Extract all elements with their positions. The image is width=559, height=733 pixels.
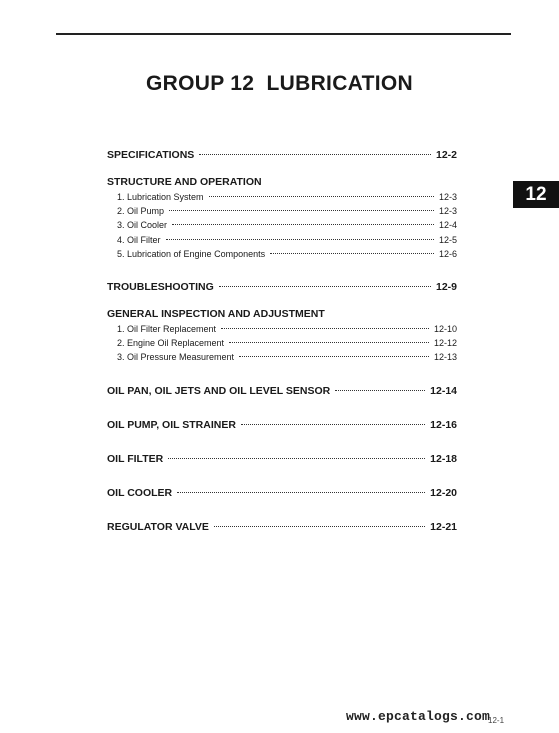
toc-subentry[interactable] (107, 324, 457, 338)
toc-subentry-label: 1. Lubrication System (117, 192, 204, 202)
dot-leader (209, 196, 434, 197)
toc-entry-page: 12-14 (430, 384, 457, 397)
toc-subentry-page: 12-12 (433, 338, 457, 349)
toc-entry-label: OIL PAN, OIL JETS AND OIL LEVEL SENSOR (107, 384, 331, 397)
dot-leader (219, 286, 431, 287)
toc-entry-page: 12-21 (430, 520, 457, 533)
toc-subentry-label: 2. Engine Oil Replacement (117, 338, 225, 349)
toc-entry-oil-pan[interactable] (107, 385, 457, 401)
dot-leader (177, 492, 425, 493)
toc-subentry-label: 1. Oil Filter Replacement (117, 323, 217, 334)
toc-subentry-page: 12-3 (438, 206, 457, 217)
table-of-contents (107, 149, 457, 537)
toc-entry-troubleshooting[interactable] (107, 281, 457, 297)
toc-entry-label: SPECIFICATIONS (107, 149, 195, 161)
dot-leader (239, 356, 429, 357)
toc-heading-inspection: GENERAL INSPECTION AND ADJUSTMENT (107, 307, 325, 320)
dot-leader (221, 328, 429, 329)
toc-entry-oil-pump[interactable] (107, 419, 457, 435)
watermark-url: www.epcatalogs.com (346, 709, 491, 724)
toc-subentry-page: 12-10 (433, 323, 457, 334)
toc-entry-specifications[interactable] (107, 149, 457, 165)
toc-subentry[interactable] (107, 235, 457, 249)
top-rule (56, 33, 511, 35)
page-title: GROUP 12 LUBRICATION (146, 72, 413, 95)
toc-subentry-page: 12-3 (438, 192, 457, 202)
dot-leader (172, 224, 434, 225)
toc-entry-regulator-valve[interactable] (107, 521, 457, 537)
toc-subentry-page: 12-13 (433, 352, 457, 363)
toc-subentry[interactable] (107, 338, 457, 352)
dot-leader (270, 253, 434, 254)
toc-entry-page: 12-2 (435, 149, 457, 161)
dot-leader (166, 239, 434, 240)
toc-subentry-page: 12-6 (438, 248, 457, 259)
toc-entry-oil-filter[interactable] (107, 453, 457, 469)
dot-leader (335, 390, 425, 391)
dot-leader (214, 526, 425, 527)
dot-leader (168, 458, 425, 459)
section-tab: 12 (513, 181, 559, 208)
toc-subentry[interactable] (107, 206, 457, 220)
toc-subentry-label: 2. Oil Pump (117, 206, 165, 217)
page-number: 12-1 (488, 716, 505, 725)
dot-leader (199, 154, 431, 155)
toc-subentry[interactable] (107, 192, 457, 206)
toc-subentry-label: 5. Lubrication of Engine Components (117, 248, 266, 259)
toc-subentry-page: 12-4 (438, 220, 457, 231)
dot-leader (241, 424, 425, 425)
toc-entry-page: 12-20 (430, 486, 457, 499)
toc-entry-label: REGULATOR VALVE (107, 520, 209, 533)
dot-leader (229, 342, 429, 343)
toc-entry-label: TROUBLESHOOTING (107, 280, 214, 293)
toc-subentry[interactable] (107, 352, 457, 366)
toc-subentry[interactable] (107, 249, 457, 263)
toc-subentry-label: 3. Oil Pressure Measurement (117, 352, 235, 363)
toc-entry-page: 12-9 (435, 280, 457, 293)
toc-subentry[interactable] (107, 220, 457, 234)
toc-entry-page: 12-18 (430, 452, 457, 465)
toc-subentry-label: 4. Oil Filter (117, 234, 161, 245)
toc-entry-oil-cooler[interactable] (107, 487, 457, 503)
dot-leader (169, 210, 434, 211)
toc-subentry-label: 3. Oil Cooler (117, 220, 168, 231)
toc-heading-structure: STRUCTURE AND OPERATION (107, 176, 262, 188)
toc-entry-label: OIL FILTER (107, 452, 164, 465)
toc-entry-label: OIL COOLER (107, 486, 173, 499)
toc-entry-label: OIL PUMP, OIL STRAINER (107, 418, 236, 431)
toc-entry-page: 12-16 (430, 418, 457, 431)
toc-subentry-page: 12-5 (438, 234, 457, 245)
